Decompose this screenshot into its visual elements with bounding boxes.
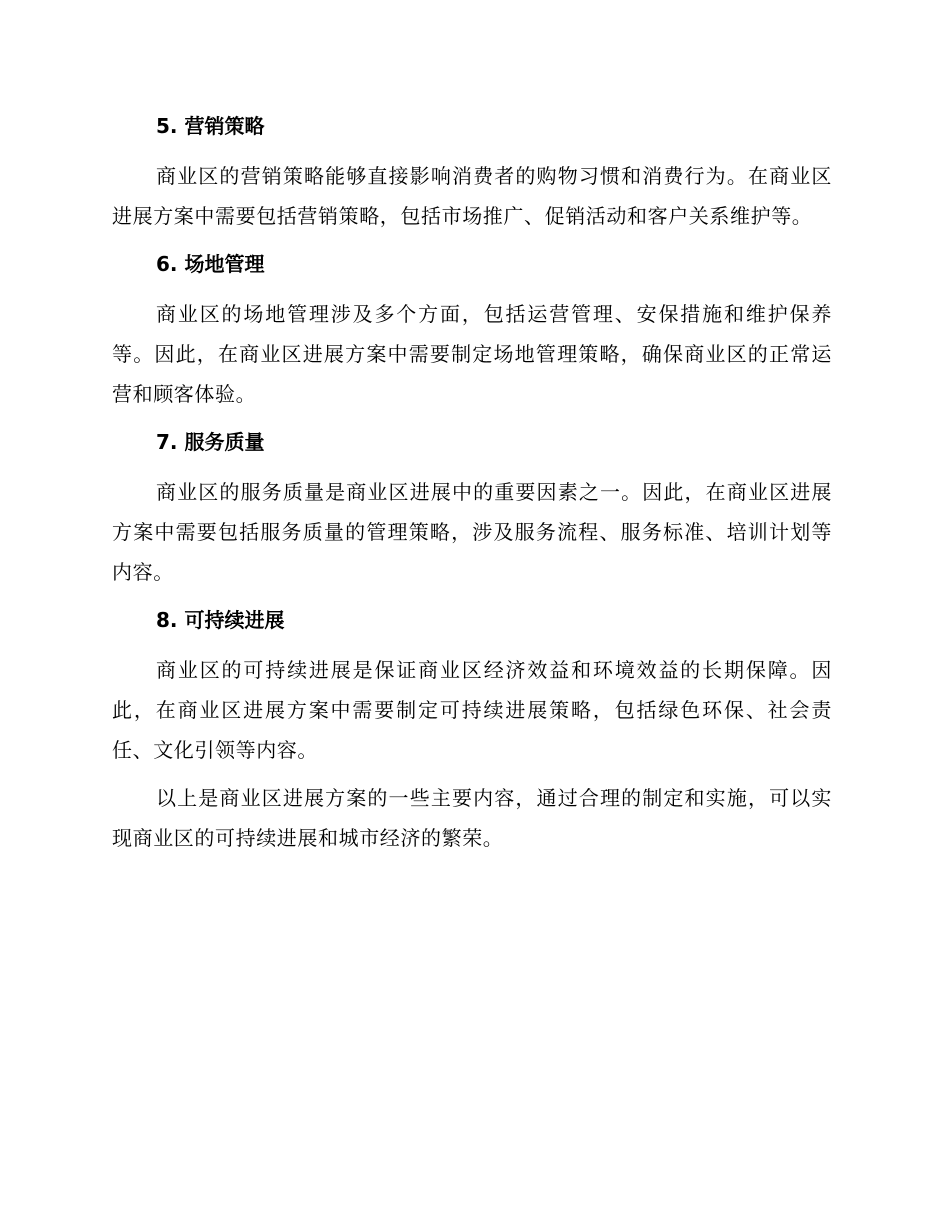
- section-service-quality: [112, 422, 832, 592]
- document-page: [112, 106, 832, 866]
- section-marketing-strategy: [112, 106, 832, 236]
- section-heading: 6. 场地管理: [156, 252, 265, 276]
- conclusion-paragraph: 以上是商业区进展方案的一些主要内容，通过合理的制定和实施，可以实现商业区的可持续进展和城市经济的繁荣。: [112, 786, 832, 850]
- section-sustainable-development: [112, 600, 832, 770]
- section-paragraph: 商业区的服务质量是商业区进展中的重要因素之一。因此，在商业区进展方案中需要包括服务质量的管理策略，涉及服务流程、服务标准、培训计划等内容。: [112, 480, 832, 584]
- section-heading: 7. 服务质量: [156, 430, 265, 454]
- section-heading: 5. 营销策略: [156, 114, 265, 138]
- section-paragraph: 商业区的营销策略能够直接影响消费者的购物习惯和消费行为。在商业区进展方案中需要包括营销策略，包括市场推广、促销活动和客户关系维护等。: [112, 164, 832, 228]
- section-paragraph: 商业区的可持续进展是保证商业区经济效益和环境效益的长期保障。因此，在商业区进展方案中需要制定可持续进展策略，包括绿色环保、社会责任、文化引领等内容。: [112, 658, 832, 762]
- section-paragraph: 商业区的场地管理涉及多个方面，包括运营管理、安保措施和维护保养等。因此，在商业区进展方案中需要制定场地管理策略，确保商业区的正常运营和顾客体验。: [112, 302, 832, 406]
- section-venue-management: [112, 244, 832, 414]
- section-heading: 8. 可持续进展: [156, 608, 285, 632]
